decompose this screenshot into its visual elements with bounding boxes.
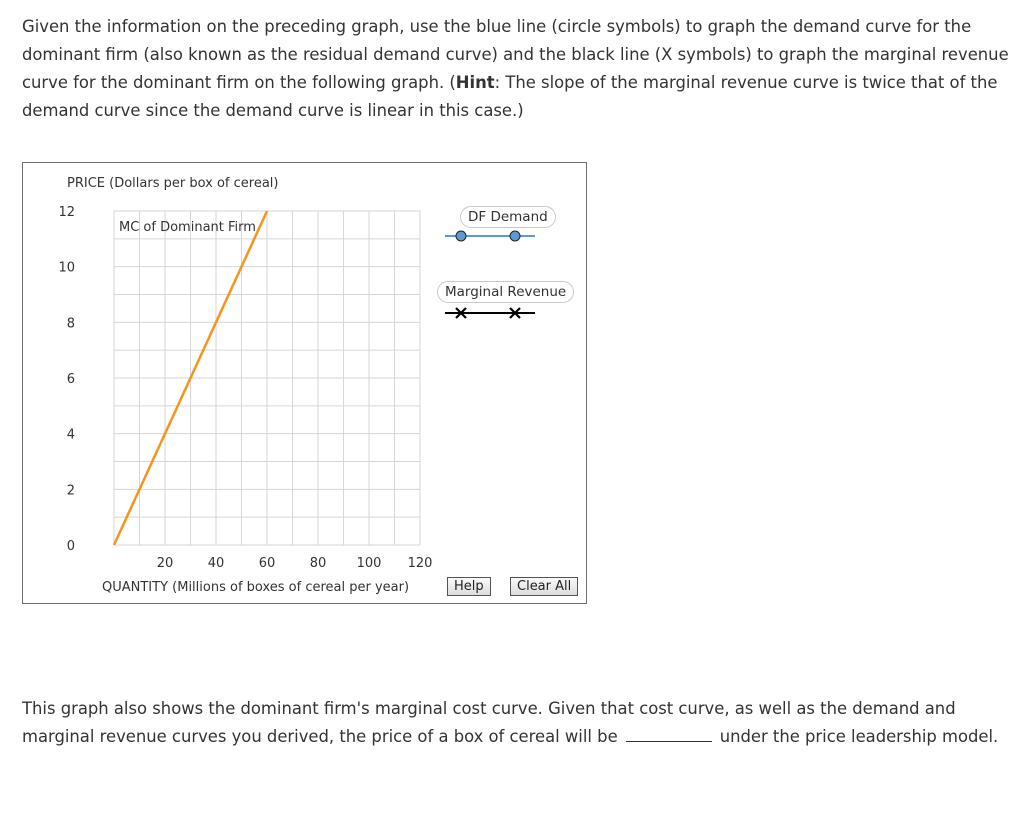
y-tick-label: 0 [66,539,75,554]
df-demand-symbol[interactable] [443,227,539,243]
y-tick-label: 10 [58,260,75,276]
instructions-text [22,13,1012,125]
x-tick-label: 20 [156,556,174,571]
x-tick-label: 40 [207,556,225,571]
clear-all-button[interactable]: Clear All [510,577,578,596]
x-axis-label: QUANTITY (Millions of boxes of cereal per year) [102,580,410,595]
y-tick-label: 4 [66,427,75,443]
df-demand-point-icon[interactable] [456,231,466,241]
help-button[interactable]: Help [447,577,491,596]
hint-label: Hint [455,73,495,92]
y-tick-label: 6 [66,372,75,387]
x-tick-label: 80 [309,556,327,571]
df-demand-point-icon[interactable] [510,231,520,241]
marginal-revenue-symbol[interactable] [443,305,539,321]
instructions-part1: Given the information on the preceding graph, use the blue line (circle symbols) to graph the demand curve for the dominant firm (also known as the residual demand curve) and the black line (X symbols) to graph the marginal revenue curve for the dominant firm on the following graph. ( [22,17,1009,92]
instructions-part2: : The slope of the marginal revenue curve is twice that of the demand curve since the demand curve is linear in this case.) [22,73,998,120]
y-tick-label: 2 [66,483,75,499]
y-axis-label: PRICE (Dollars per box of cereal) [67,176,279,191]
y-tick-label: 8 [66,316,75,332]
question-before: This graph also shows the dominant firm's marginal cost curve. Given that cost curve, as well as the demand and marginal revenue curves you derived, the price of a box of cereal will be [22,699,956,746]
question-text [22,695,1017,751]
x-tick-label: 60 [258,556,276,571]
df-demand-label: DF Demand [468,209,548,225]
question-after: under the price leadership model. [719,727,999,746]
x-tick-label: 120 [407,556,433,571]
x-tick-label: 100 [356,556,382,571]
marginal-revenue-tool[interactable] [437,281,574,303]
marginal-revenue-label: Marginal Revenue [445,284,567,300]
price-answer-blank[interactable] [626,723,712,742]
df-demand-tool[interactable] [460,206,556,228]
graph-tool[interactable] [22,162,587,604]
y-tick-label: 12 [58,205,75,220]
mc-curve-label: MC of Dominant Firm [119,220,256,235]
